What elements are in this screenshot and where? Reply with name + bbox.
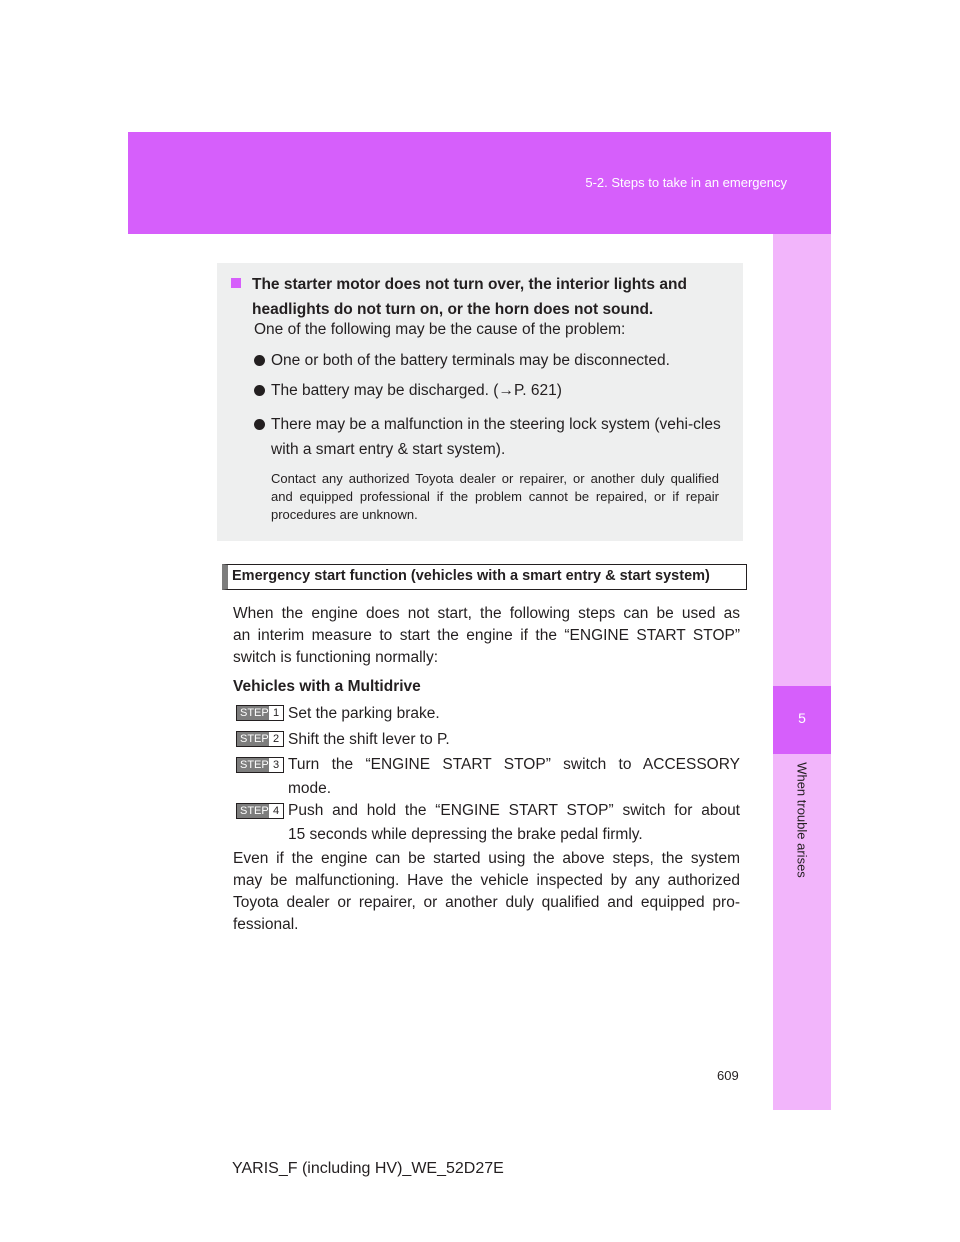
text-line: fessional. — [233, 916, 299, 933]
square-bullet-icon — [231, 278, 241, 288]
step-text — [288, 753, 740, 801]
header-band — [128, 132, 831, 234]
section-intro — [233, 603, 740, 669]
list-item — [253, 378, 729, 403]
section-title: Emergency start function (vehicles with a smart entry & start system) — [232, 568, 710, 584]
side-tab-number: 5 — [798, 710, 806, 726]
step-badge — [236, 757, 284, 773]
info-intro: One of the following may be the cause of the problem: — [254, 321, 626, 338]
step-badge — [236, 803, 284, 819]
text-line: may be malfunctioning. Have the vehicle inspected by any authorized — [233, 872, 740, 889]
step-line: Set the parking brake. — [288, 705, 440, 722]
step-badge-number: 1 — [269, 706, 283, 720]
text-line: Toyota dealer or repairer, or another duly qualified and equipped pro- — [233, 894, 740, 911]
info-heading-text: The starter motor does not turn over, the interior lights and headlights do not turn on, or the horn does not sound. — [252, 276, 687, 318]
step-badge-number: 2 — [269, 732, 283, 746]
list-item-text: There may be a malfunction in the steering lock system (vehi-cles with a smart entry & start system). — [271, 416, 721, 458]
info-box — [217, 263, 743, 541]
step-line: Push and hold the “ENGINE START STOP” switch for about — [288, 802, 740, 819]
step-badge-label: STEP — [237, 804, 269, 818]
step-badge-number: 3 — [269, 758, 283, 772]
step-badge — [236, 705, 284, 721]
side-tab — [773, 234, 831, 1110]
side-tab-number-block — [773, 686, 831, 754]
footer-code: YARIS_F (including HV)_WE_52D27E — [232, 1160, 504, 1177]
bullet-dot-icon — [254, 355, 265, 366]
step-line: 15 seconds while depressing the brake pedal firmly. — [288, 826, 643, 843]
sub-heading: Vehicles with a Multidrive — [233, 678, 421, 695]
text-line: an interim measure to start the engine if the “ENGINE START STOP” — [233, 627, 740, 644]
step-text — [288, 728, 740, 752]
step-text — [288, 702, 740, 726]
step-text — [288, 799, 740, 847]
page-number: 609 — [717, 1068, 739, 1083]
side-tab-label: When trouble arises — [794, 762, 810, 878]
text-line: Even if the engine can be started using the above steps, the system — [233, 850, 740, 867]
text-line: When the engine does not start, the following steps can be used as — [233, 605, 740, 622]
list-item-text: The battery may be discharged. (→P. 621) — [271, 382, 562, 399]
header-section-title: 5-2. Steps to take in an emergency — [585, 175, 787, 190]
section-closing — [233, 848, 740, 936]
step-badge-label: STEP — [237, 758, 269, 772]
step-badge-label: STEP — [237, 732, 269, 746]
info-note: Contact any authorized Toyota dealer or repairer, or another duly qualified and equipped professional if the problem cannot be repaired, or if repair procedures are unknown. — [271, 471, 719, 522]
step-badge — [236, 731, 284, 747]
list-item — [253, 348, 729, 373]
step-badge-label: STEP — [237, 706, 269, 720]
step-line: Shift the shift lever to P. — [288, 731, 450, 748]
info-heading — [231, 272, 731, 322]
list-item — [253, 412, 729, 462]
step-line: mode. — [288, 780, 332, 797]
bullet-dot-icon — [254, 419, 265, 430]
list-item-text: One or both of the battery terminals may be disconnected. — [271, 352, 670, 369]
step-badge-number: 4 — [269, 804, 283, 818]
step-line: Turn the “ENGINE START STOP” switch to ACCESSORY — [288, 756, 740, 773]
bullet-dot-icon — [254, 385, 265, 396]
section-title-bar — [222, 564, 747, 590]
text-line: switch is functioning normally: — [233, 649, 439, 666]
